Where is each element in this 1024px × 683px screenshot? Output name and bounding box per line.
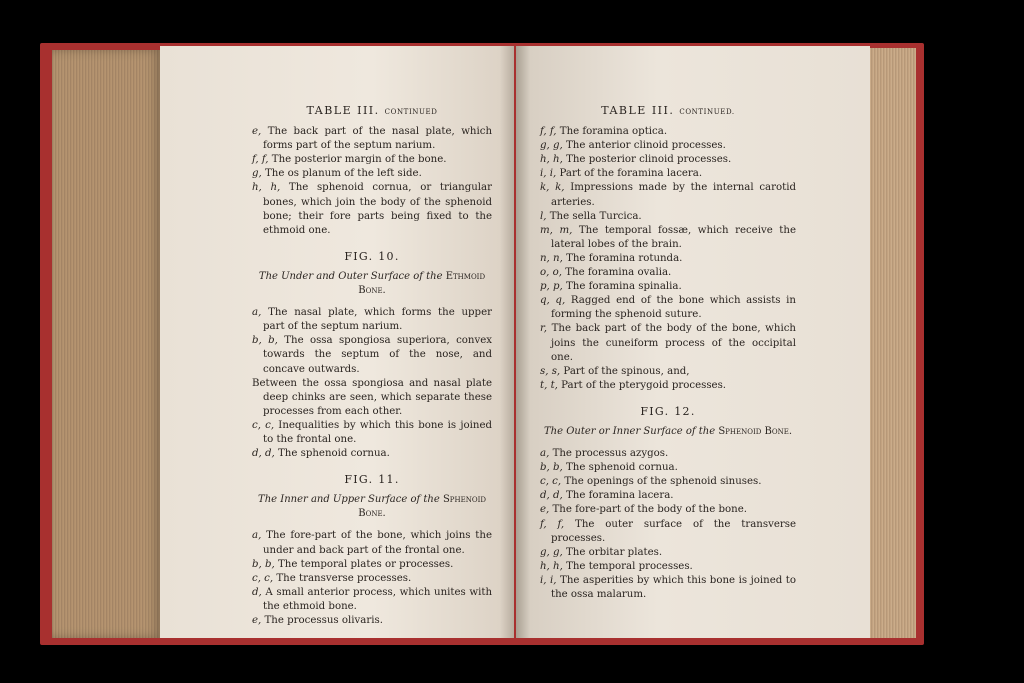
entry-key: f, f,	[540, 518, 576, 530]
entry-text: Impressions made by the internal carotid arteries.	[551, 182, 796, 208]
legend-entry	[252, 586, 492, 614]
fig-11-subtitle-italic: The Inner and Upper Surface of the	[258, 494, 440, 506]
entry-key: h, h,	[252, 182, 289, 194]
entry-key: g, g,	[540, 140, 566, 152]
right-entries-1	[540, 125, 796, 393]
entry-text: The foramina spinalia.	[566, 281, 682, 293]
entry-key: f, f,	[540, 126, 560, 138]
fig-12-subtitle-bone: Sphenoid Bone.	[718, 425, 793, 437]
entry-text: Part of the spinous, and,	[563, 365, 690, 377]
right-page-edges	[868, 48, 916, 638]
entry-text: The fore-part of the bone, which joins the under and back part of the frontal one.	[263, 530, 492, 556]
legend-entry	[252, 334, 492, 376]
entry-key: h, h,	[540, 154, 567, 166]
fig-11-subtitle	[252, 493, 492, 521]
entry-text: Inequalities by which this bone is joined to the frontal one.	[263, 419, 492, 445]
fig-11-title: FIG. 11.	[344, 473, 400, 487]
entry-key: e,	[252, 126, 268, 138]
fig-11-subtitle-bone: Sphenoid Bone.	[358, 494, 486, 520]
entry-key: h, h,	[540, 560, 567, 572]
entry-key: c, c,	[252, 572, 277, 584]
left-page-text	[252, 104, 492, 628]
entry-key: i, i,	[540, 168, 560, 180]
entry-key: a,	[252, 307, 269, 319]
legend-entry	[540, 153, 796, 167]
entry-key: o, o,	[540, 267, 566, 279]
left-entries-3	[252, 529, 492, 628]
legend-entry	[540, 181, 796, 209]
entry-key: d, d,	[540, 490, 566, 502]
legend-entry	[252, 167, 492, 181]
legend-entry	[252, 419, 492, 447]
legend-entry	[540, 252, 796, 266]
legend-entry	[540, 167, 796, 181]
entry-key: d,	[252, 586, 266, 598]
right-page-header	[540, 104, 796, 119]
entry-text: A small anterior process, which unites with the ethmoid bone.	[263, 586, 493, 612]
legend-entry	[540, 280, 796, 294]
entry-key: c, c,	[252, 419, 279, 431]
entry-text: The orbitar plates.	[566, 546, 663, 558]
legend-entry	[252, 572, 492, 586]
legend-entry	[540, 546, 796, 560]
fig-10-subtitle-italic: The Under and Outer Surface of the	[258, 270, 443, 282]
entry-key: n, n,	[540, 252, 567, 264]
entry-key: q, q,	[540, 295, 571, 307]
legend-entry	[540, 266, 796, 280]
entry-text: Part of the foramina lacera.	[559, 168, 703, 180]
legend-entry	[540, 294, 796, 322]
right-page-text	[540, 104, 796, 602]
entry-text: The fore-part of the body of the bone.	[552, 504, 747, 516]
entry-text: The ossa spongiosa superiora, convex towards the septum of the nose, and concave outwards.	[263, 335, 493, 375]
left-entries-1	[252, 125, 492, 238]
entry-text: The processus azygos.	[552, 448, 669, 460]
left-page	[160, 46, 514, 638]
entry-text: The transverse processes.	[276, 572, 412, 584]
entry-text: Part of the pterygoid processes.	[561, 379, 727, 391]
fig-10-subtitle-bone: Ethmoid Bone.	[358, 270, 486, 297]
entry-text: The outer surface of the transverse processes.	[551, 518, 796, 544]
legend-entry	[252, 558, 492, 572]
right-header-small: CONTINUED.	[679, 108, 735, 116]
legend-entry	[252, 306, 492, 334]
fig-12-title: FIG. 12.	[640, 404, 696, 418]
legend-entry	[540, 560, 796, 574]
entry-key: t, t,	[540, 379, 562, 391]
entry-key: e,	[540, 504, 553, 516]
entry-key: g,	[252, 168, 265, 180]
legend-entry	[252, 614, 492, 628]
legend-entry	[540, 139, 796, 153]
legend-entry	[540, 379, 796, 393]
entry-text: The temporal processes.	[566, 560, 693, 572]
entry-text: The temporal fossæ, which receive the lateral lobes of the brain.	[551, 224, 796, 250]
legend-entry	[540, 365, 796, 379]
legend-entry	[252, 377, 492, 419]
left-page-header	[252, 104, 492, 119]
fig-12-subtitle	[540, 425, 796, 439]
entry-key: m, m,	[540, 224, 579, 236]
entry-text: Between the ossa spongiosa and nasal plate deep chinks are seen, which separate these processes from each other.	[252, 377, 492, 417]
legend-entry	[540, 125, 796, 139]
legend-entry	[540, 461, 796, 475]
entry-text: The sphenoid cornua.	[278, 448, 390, 460]
entry-key: d, d,	[252, 448, 278, 460]
entry-text: The sphenoid cornua.	[566, 462, 678, 474]
entry-key: i, i,	[540, 574, 561, 586]
entry-key: b, b,	[540, 462, 566, 474]
entry-text: The nasal plate, which forms the upper part of the septum narium.	[263, 307, 492, 333]
entry-key: b, b,	[252, 335, 285, 347]
legend-entry	[540, 210, 796, 224]
legend-entry	[540, 322, 796, 364]
entry-key: g, g,	[540, 546, 566, 558]
entry-text: The processus olivaris.	[264, 615, 383, 626]
fig-10-title: FIG. 10.	[344, 249, 400, 263]
legend-entry	[540, 518, 796, 546]
entry-text: The sphenoid cornua, or triangular bones, which join the body of the sphenoid bone; their fore parts being fixed to the ethmoid one.	[263, 182, 492, 236]
legend-entry	[540, 224, 796, 252]
entry-key: f, f,	[252, 154, 272, 166]
legend-entry	[252, 153, 492, 167]
fig-12-subtitle-italic: The Outer or Inner Surface of the	[543, 425, 716, 437]
left-entries-2	[252, 306, 492, 461]
left-header-main: TABLE III.	[306, 104, 380, 117]
entry-text: The back part of the body of the bone, which joins the cuneiform process of the occipital one.	[551, 323, 796, 363]
entry-key: p, p,	[540, 281, 566, 293]
entry-text: The back part of the nasal plate, which forms part of the septum narium.	[263, 126, 493, 152]
entry-key: s, s,	[540, 365, 564, 377]
entry-key: l,	[540, 210, 550, 222]
entry-key: k, k,	[540, 182, 571, 194]
right-entries-2	[540, 447, 796, 602]
legend-entry	[540, 489, 796, 503]
entry-text: The posterior margin of the bone.	[271, 154, 447, 166]
entry-text: The foramina lacera.	[566, 490, 674, 502]
right-page	[516, 46, 870, 638]
entry-text: The openings of the sphenoid sinuses.	[564, 476, 762, 488]
legend-entry	[252, 447, 492, 461]
entry-key: c, c,	[540, 476, 565, 488]
entry-key: b, b,	[252, 558, 278, 570]
entry-key: r,	[540, 323, 552, 335]
legend-entry	[540, 475, 796, 489]
entry-key: a,	[252, 530, 267, 542]
entry-text: The foramina rotunda.	[566, 252, 683, 264]
entry-text: The os planum of the left side.	[265, 168, 422, 180]
legend-entry	[252, 181, 492, 237]
left-header-small: CONTINUED	[384, 108, 438, 116]
legend-entry	[540, 503, 796, 517]
entry-text: Ragged end of the bone which assists in forming the sphenoid suture.	[551, 295, 796, 321]
legend-entry	[252, 529, 492, 557]
entry-key: a,	[540, 448, 553, 460]
fig-10-subtitle	[252, 270, 492, 298]
entry-key: e,	[252, 615, 265, 626]
entry-text: The sella Turcica.	[549, 210, 642, 222]
legend-entry	[540, 574, 796, 602]
legend-entry	[540, 447, 796, 461]
entry-text: The foramina ovalia.	[565, 267, 672, 279]
legend-entry	[252, 125, 492, 153]
entry-text: The foramina optica.	[559, 126, 668, 138]
entry-text: The temporal plates or processes.	[278, 558, 454, 570]
entry-text: The posterior clinoid processes.	[566, 154, 732, 166]
entry-text: The asperities by which this bone is joined to the ossa malarum.	[551, 574, 796, 600]
right-header-main: TABLE III.	[601, 104, 675, 117]
entry-text: The anterior clinoid processes.	[566, 140, 726, 152]
left-page-edges	[52, 50, 162, 638]
